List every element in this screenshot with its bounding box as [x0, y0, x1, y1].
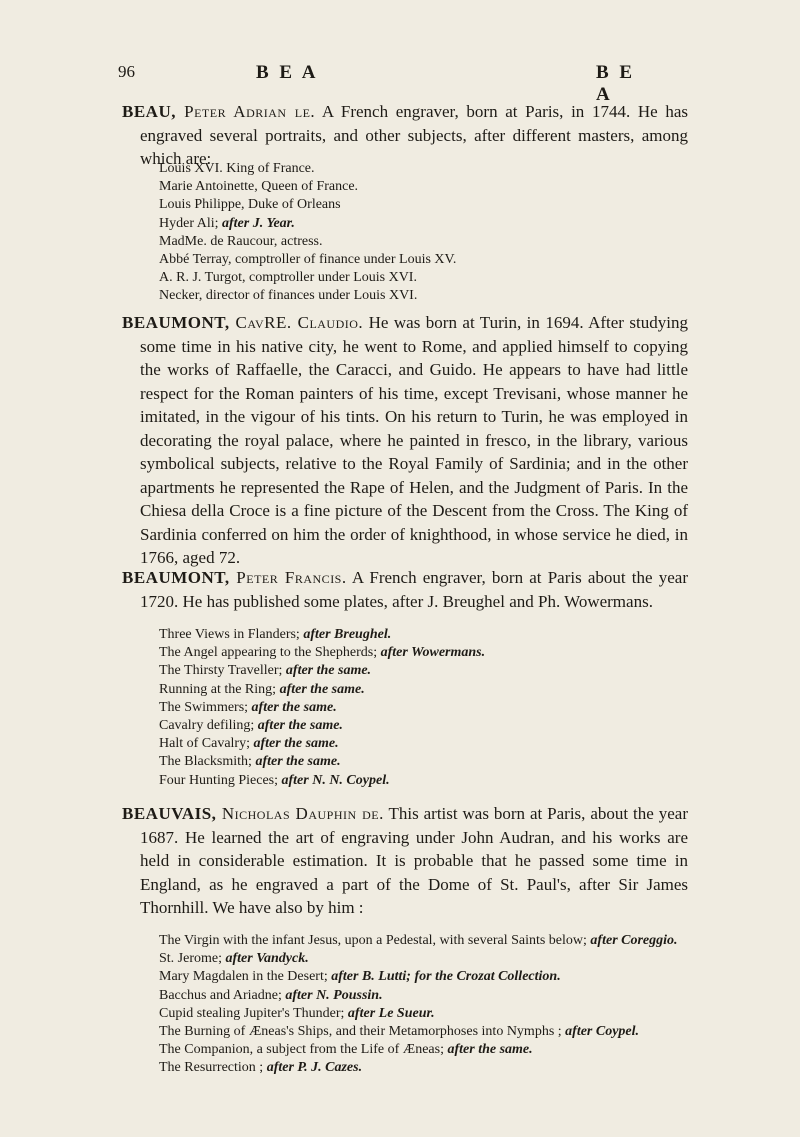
works-list-beau — [159, 160, 679, 306]
work-item: Cavalry defiling; after the same. — [159, 718, 343, 734]
entry-text: A French engraver, born at Paris about the year 1720. He has published some plates, after J. Breughel and Ph. Wowermans. — [140, 568, 689, 611]
entry-text: This artist was born at Paris, about the year 1687. He learned the art of engraving under John Audran, and his works are held in considerable estimation. It is probable that he passed some time in England, as he engraved a part of the Dome of St. Paul's, after Sir James Thornhill. We have also by him : — [140, 804, 688, 917]
work-item: St. Jerome; after Vandyck. — [159, 951, 309, 967]
work-item: The Resurrection ; after P. J. Cazes. — [159, 1060, 363, 1076]
entry-beaumont-peter — [122, 566, 688, 613]
work-item: Marie Antoinette, Queen of France. — [159, 179, 359, 195]
entry-name: Nicholas Dauphin de. — [216, 804, 384, 823]
work-item: Abbé Terray, comptroller of finance under Louis XV. — [159, 252, 457, 268]
work-item: Louis Philippe, Duke of Orleans — [159, 197, 341, 213]
work-item: Running at the Ring; after the same. — [159, 681, 365, 697]
work-item: The Burning of Æneas's Ships, and their Metamorphoses into Nymphs ; after Coypel. — [159, 1024, 640, 1040]
entry-headword: BEAUMONT, — [122, 568, 230, 587]
entry-name: Peter Francis. — [229, 568, 347, 587]
work-item: The Blacksmith; after the same. — [159, 754, 341, 770]
work-item: Halt of Cavalry; after the same. — [159, 736, 339, 752]
entry-text: A French engraver, born at Paris, in 1744. He has engraved several portraits, and other subjects, after different masters, among which are: — [140, 102, 688, 168]
work-item: Three Views in Flanders; after Breughel. — [159, 627, 392, 642]
work-item: The Virgin with the infant Jesus, upon a Pedestal, with several Saints below; after Coreggio. — [159, 933, 678, 948]
entry-name: Peter Adrian le. — [175, 102, 316, 121]
entry-headword: BEAU, — [122, 102, 176, 121]
work-item: Hyder Ali; after J. Year. — [159, 215, 295, 231]
running-head-left: B E A — [256, 62, 319, 83]
entry-headword: BEAUMONT, — [122, 313, 230, 332]
running-head-right: B E A — [596, 62, 636, 105]
works-list-beaumont — [159, 626, 679, 790]
work-item: MadMe. de Raucour, actress. — [159, 233, 323, 249]
work-item: Four Hunting Pieces; after N. N. Coypel. — [159, 772, 390, 788]
entry-name: CavRE. Claudio. — [229, 313, 364, 332]
work-item: Louis XVI. King of France. — [159, 161, 315, 176]
work-item: The Swimmers; after the same. — [159, 699, 337, 715]
work-item: The Angel appearing to the Shepherds; after Wowermans. — [159, 645, 486, 661]
work-item: Necker, director of finances under Louis XVI. — [159, 288, 418, 304]
entry-beaumont-claudio — [122, 311, 688, 570]
running-header — [118, 62, 658, 105]
work-item: The Companion, a subject from the Life of Æneas; after the same. — [159, 1042, 533, 1058]
work-item: The Thirsty Traveller; after the same. — [159, 663, 372, 679]
works-list-beauvais — [159, 932, 679, 1078]
entry-beauvais — [122, 802, 688, 920]
work-item: Bacchus and Ariadne; after N. Poussin. — [159, 987, 383, 1003]
entry-headword: BEAUVAIS, — [122, 804, 217, 823]
entry-text: He was born at Turin, in 1694. After studying some time in his native city, he went to Rome, and applied himself to copying the works of Raffaelle, the Caracci, and Guido. He appears to have had little respect for the Roman painters of his time, except Trevisani, whose manner he imitated, in the vigour of his tints. On his return to Turin, he was employed in decorating the royal palace, where he painted in fresco, in the library, various symbolical subjects, relative to the Royal Family of Sardinia; and in the other apartments he represented the Rape of Helen, and the Judgment of Paris. In the Chiesa della Croce is a fine picture of the Descent from the Cross. The King of Sardinia conferred on him the order of knighthood, in whose service he died, in 1766, aged 72. — [140, 313, 688, 567]
work-item: Cupid stealing Jupiter's Thunder; after Le Sueur. — [159, 1005, 435, 1021]
work-item: Mary Magdalen in the Desert; after B. Lutti; for the Crozat Collection. — [159, 969, 561, 985]
work-item: A. R. J. Turgot, comptroller under Louis XVI. — [159, 270, 417, 286]
page-number: 96 — [118, 62, 135, 81]
